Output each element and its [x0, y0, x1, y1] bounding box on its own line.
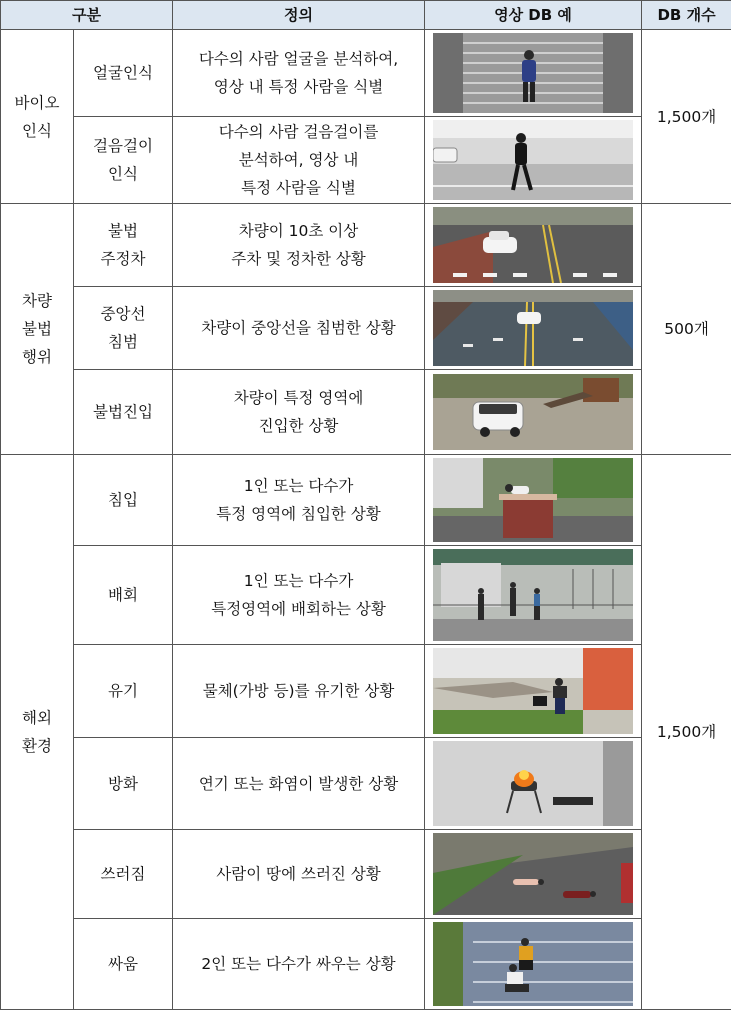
table-row	[1, 455, 731, 546]
table-row	[1, 30, 731, 117]
header-definition: 정의	[173, 1, 425, 30]
sub-loitering: 배회	[74, 546, 173, 645]
sub-arson: 방화	[74, 738, 173, 830]
def-abandon: 물체(가방 등)를 유기한 상황	[173, 645, 425, 738]
def-intrusion: 1인 또는 다수가 특정 영역에 침입한 상황	[173, 455, 425, 546]
thumb-arson	[433, 741, 633, 826]
count-vehicle: 500개	[642, 204, 731, 455]
def-entry: 차량이 특정 영역에 진입한 상황	[173, 370, 425, 455]
sub-parking: 불법 주정차	[74, 204, 173, 287]
sub-face: 얼굴인식	[74, 30, 173, 117]
thumb-fight	[433, 922, 633, 1006]
table-row	[1, 546, 731, 645]
group-overseas: 해외 환경	[1, 455, 74, 1010]
thumb-gait-parking	[433, 120, 633, 200]
def-arson: 연기 또는 화염이 발생한 상황	[173, 738, 425, 830]
thumb-illegal-entry	[433, 374, 633, 450]
table-row	[1, 830, 731, 919]
sub-gait: 걸음걸이 인식	[74, 117, 173, 204]
def-fall: 사람이 땅에 쓰러진 상황	[173, 830, 425, 919]
thumb-illegal-parking	[433, 207, 633, 283]
def-loitering: 1인 또는 다수가 특정영역에 배회하는 상황	[173, 546, 425, 645]
header-count: DB 개수	[642, 1, 731, 30]
def-gait: 다수의 사람 걸음걸이를 분석하여, 영상 내 특정 사람을 식별	[173, 117, 425, 204]
sub-center-line: 중앙선 침범	[74, 287, 173, 370]
header-row	[1, 1, 731, 30]
group-vehicle: 차량 불법 행위	[1, 204, 74, 455]
count-overseas: 1,500개	[642, 455, 731, 1010]
table-row	[1, 919, 731, 1010]
group-bio: 바이오 인식	[1, 30, 74, 204]
table-row	[1, 738, 731, 830]
thumb-center-line	[433, 290, 633, 366]
header-example: 영상 DB 예	[425, 1, 642, 30]
table-row	[1, 204, 731, 287]
count-bio: 1,500개	[642, 30, 731, 204]
table-row	[1, 645, 731, 738]
def-face: 다수의 사람 얼굴을 분석하여, 영상 내 특정 사람을 식별	[173, 30, 425, 117]
thumb-loitering	[433, 549, 633, 641]
def-parking: 차량이 10초 이상 주차 및 정차한 상황	[173, 204, 425, 287]
thumb-abandon	[433, 648, 633, 734]
thumb-face-stairs	[433, 33, 633, 113]
sub-intrusion: 침입	[74, 455, 173, 546]
thumb-intrusion	[433, 458, 633, 542]
def-center-line: 차량이 중앙선을 침범한 상황	[173, 287, 425, 370]
sub-fight: 싸움	[74, 919, 173, 1010]
sub-abandon: 유기	[74, 645, 173, 738]
table-row	[1, 287, 731, 370]
header-category: 구분	[1, 1, 173, 30]
sub-fall: 쓰러짐	[74, 830, 173, 919]
table-row	[1, 370, 731, 455]
thumb-fall	[433, 833, 633, 915]
def-fight: 2인 또는 다수가 싸우는 상황	[173, 919, 425, 1010]
table-row	[1, 117, 731, 204]
sub-entry: 불법진입	[74, 370, 173, 455]
